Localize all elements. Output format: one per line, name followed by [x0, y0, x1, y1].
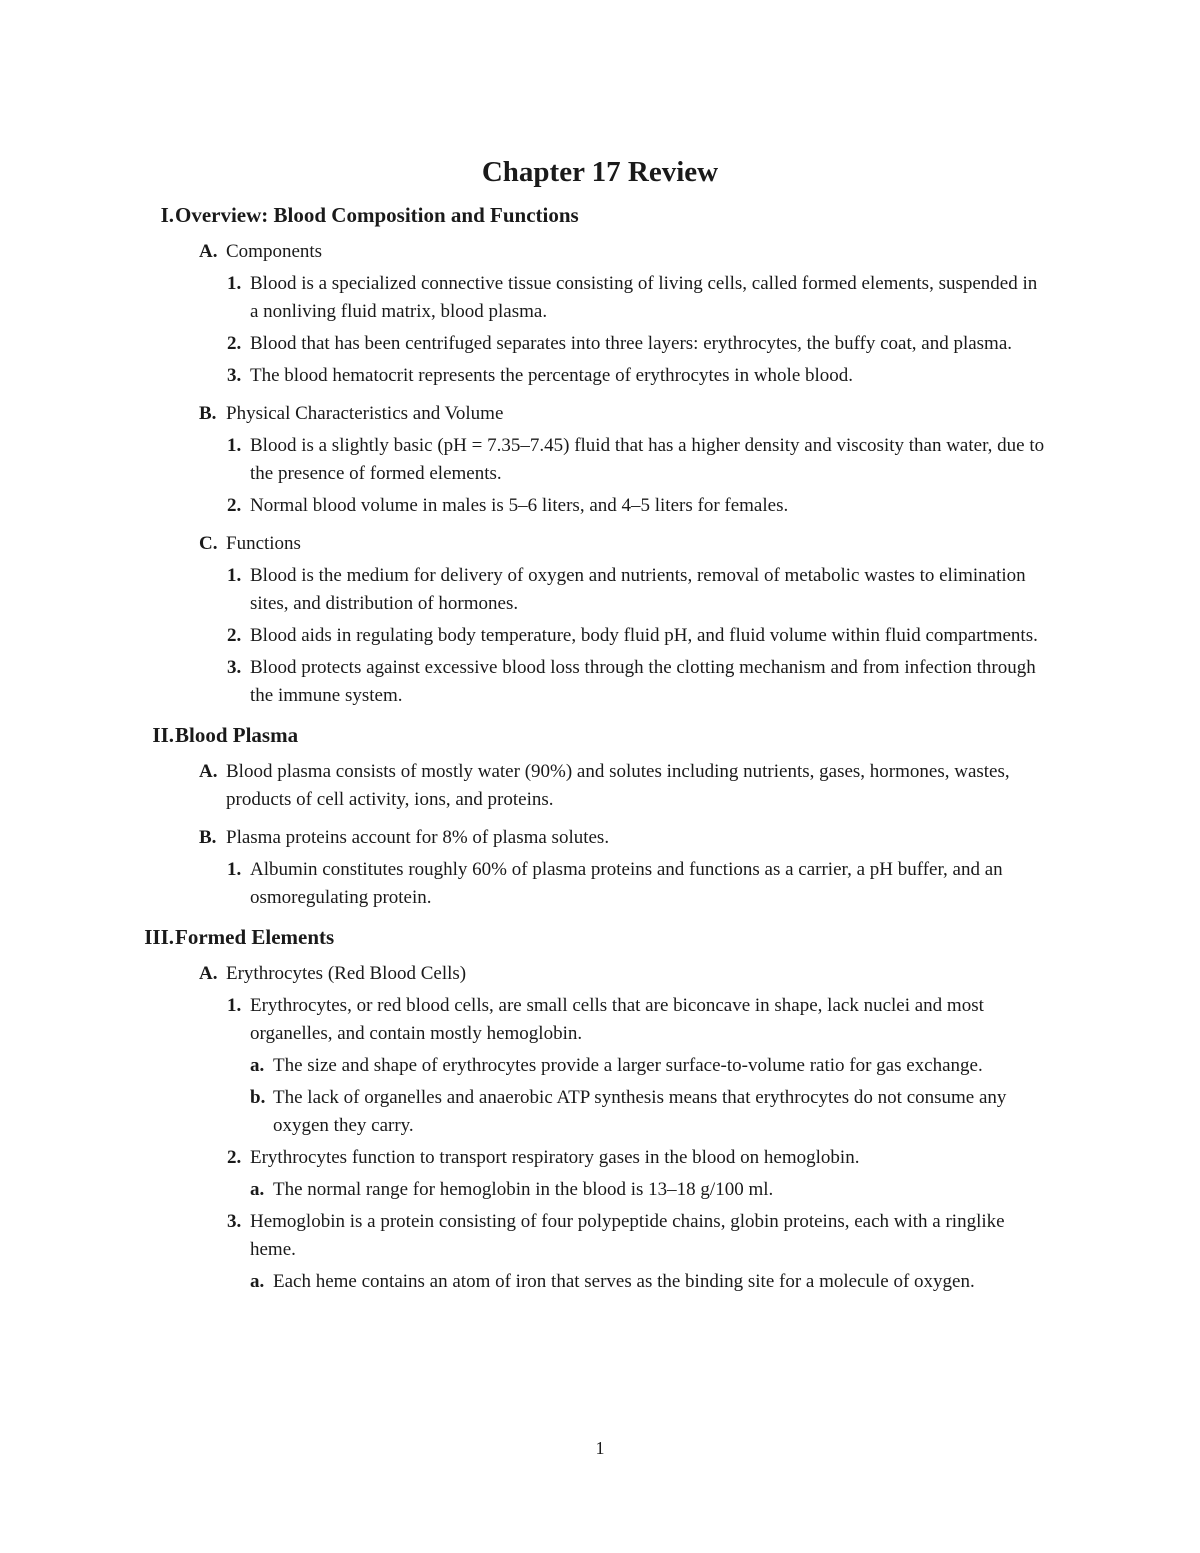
outline-subitem: [0, 330, 1200, 358]
subitem-text: The blood hematocrit represents the percentage of erythrocytes in whole blood.: [250, 365, 854, 386]
subitem-label: 2.: [227, 495, 242, 516]
subitem-label: 1.: [227, 859, 242, 880]
section-heading: [0, 922, 1200, 952]
item-label: A.: [199, 241, 218, 262]
section-title: Overview: Blood Composition and Functions: [175, 203, 579, 227]
outline-item: [0, 238, 1200, 266]
section-number: III.: [144, 925, 174, 949]
subitem-text: Blood is a slightly basic (pH = 7.35–7.45) fluid that has a higher density and viscosity than water, due to the presence of formed elements.: [250, 435, 1045, 484]
subitem-label: 2.: [227, 1147, 242, 1168]
page-number: 1: [595, 1438, 605, 1458]
subsubitem-label: b.: [250, 1087, 266, 1108]
outline-subitem: [0, 1144, 1200, 1172]
item-text: Components: [226, 241, 323, 262]
outline-item: [0, 758, 1200, 814]
item-label: B.: [199, 827, 217, 848]
page-title: Chapter 17 Review: [481, 156, 719, 188]
item-label: C.: [199, 533, 218, 554]
subsubitem-label: a.: [250, 1055, 265, 1076]
subsubitem-text: The size and shape of erythrocytes provide a larger surface-to-volume ratio for gas exchange.: [273, 1055, 983, 1076]
outline-subitem: [0, 270, 1200, 326]
outline-subitem: [0, 362, 1200, 390]
subitem-text: Normal blood volume in males is 5–6 liters, and 4–5 liters for females.: [250, 495, 789, 516]
subitem-label: 1.: [227, 273, 242, 294]
section-number: I.: [160, 203, 174, 227]
subitem-label: 3.: [227, 365, 242, 386]
outline-subitem: [0, 654, 1200, 710]
outline-subitem: [0, 622, 1200, 650]
item-text: Blood plasma consists of mostly water (90%) and solutes including nutrients, gases, hormones, wastes, products of cell activity, ions, and proteins.: [226, 761, 1010, 810]
outline-subitem: [0, 492, 1200, 520]
subitem-label: 1.: [227, 995, 242, 1016]
outline-subitem: [0, 1208, 1200, 1264]
outline-subitem: [0, 992, 1200, 1048]
outline-subsubitem: [0, 1176, 1200, 1204]
subitem-label: 3.: [227, 657, 242, 678]
item-text: Erythrocytes (Red Blood Cells): [226, 963, 467, 984]
subitem-text: Blood that has been centrifuged separates into three layers: erythrocytes, the buffy coat, and plasma.: [250, 333, 1013, 354]
subsubitem-text: The normal range for hemoglobin in the blood is 13–18 g/100 ml.: [273, 1179, 774, 1200]
section-title: Formed Elements: [175, 925, 335, 949]
outline-item: [0, 400, 1200, 428]
item-label: A.: [199, 761, 218, 782]
outline-item: [0, 530, 1200, 558]
subitem-text: Erythrocytes, or red blood cells, are small cells that are biconcave in shape, lack nuclei and most organelles, and contain mostly hemoglobin.: [250, 995, 984, 1044]
subitem-text: Hemoglobin is a protein consisting of four polypeptide chains, globin proteins, each with a ringlike heme.: [250, 1211, 1005, 1260]
subitem-text: Blood is a specialized connective tissue consisting of living cells, called formed elements, suspended in a nonliving fluid matrix, blood plasma.: [250, 273, 1038, 322]
subsubitem-text: The lack of organelles and anaerobic ATP synthesis means that erythrocytes do not consume any oxygen they carry.: [273, 1087, 1007, 1136]
subitem-text: Blood protects against excessive blood loss through the clotting mechanism and from infection through the immune system.: [250, 657, 1036, 706]
subitem-label: 1.: [227, 435, 242, 456]
section-title: Blood Plasma: [175, 723, 299, 747]
subsubitem-label: a.: [250, 1179, 265, 1200]
outline-item: [0, 960, 1200, 988]
outline-subsubitem: [0, 1052, 1200, 1080]
item-text: Physical Characteristics and Volume: [226, 403, 504, 424]
subitem-text: Albumin constitutes roughly 60% of plasma proteins and functions as a carrier, a pH buffer, and an osmoregulating protein.: [250, 859, 1003, 908]
outline-subitem: [0, 562, 1200, 618]
subitem-label: 3.: [227, 1211, 242, 1232]
item-label: B.: [199, 403, 217, 424]
section-heading: [0, 720, 1200, 750]
section-heading: [0, 200, 1200, 230]
outline-subsubitem: [0, 1268, 1200, 1296]
section-number: II.: [152, 723, 174, 747]
subsubitem-label: a.: [250, 1271, 265, 1292]
subitem-text: Blood is the medium for delivery of oxygen and nutrients, removal of metabolic wastes to elimination sites, and distribution of hormones.: [250, 565, 1026, 614]
outline: [0, 200, 1200, 1306]
outline-section: [0, 922, 1200, 1306]
subitem-label: 2.: [227, 333, 242, 354]
subitem-text: Erythrocytes function to transport respiratory gases in the blood on hemoglobin.: [250, 1147, 860, 1168]
subitem-label: 2.: [227, 625, 242, 646]
spacer: [0, 1300, 1200, 1306]
item-text: Plasma proteins account for 8% of plasma solutes.: [226, 827, 610, 848]
subsubitem-text: Each heme contains an atom of iron that serves as the binding site for a molecule of oxygen.: [273, 1271, 975, 1292]
outline-section: [0, 200, 1200, 720]
item-label: A.: [199, 963, 218, 984]
outline-subsubitem: [0, 1084, 1200, 1140]
item-text: Functions: [226, 533, 301, 554]
subitem-label: 1.: [227, 565, 242, 586]
outline-subitem: [0, 856, 1200, 912]
outline-subitem: [0, 432, 1200, 488]
outline-section: [0, 720, 1200, 922]
outline-item: [0, 824, 1200, 852]
subitem-text: Blood aids in regulating body temperature, body fluid pH, and fluid volume within fluid compartments.: [250, 625, 1038, 646]
